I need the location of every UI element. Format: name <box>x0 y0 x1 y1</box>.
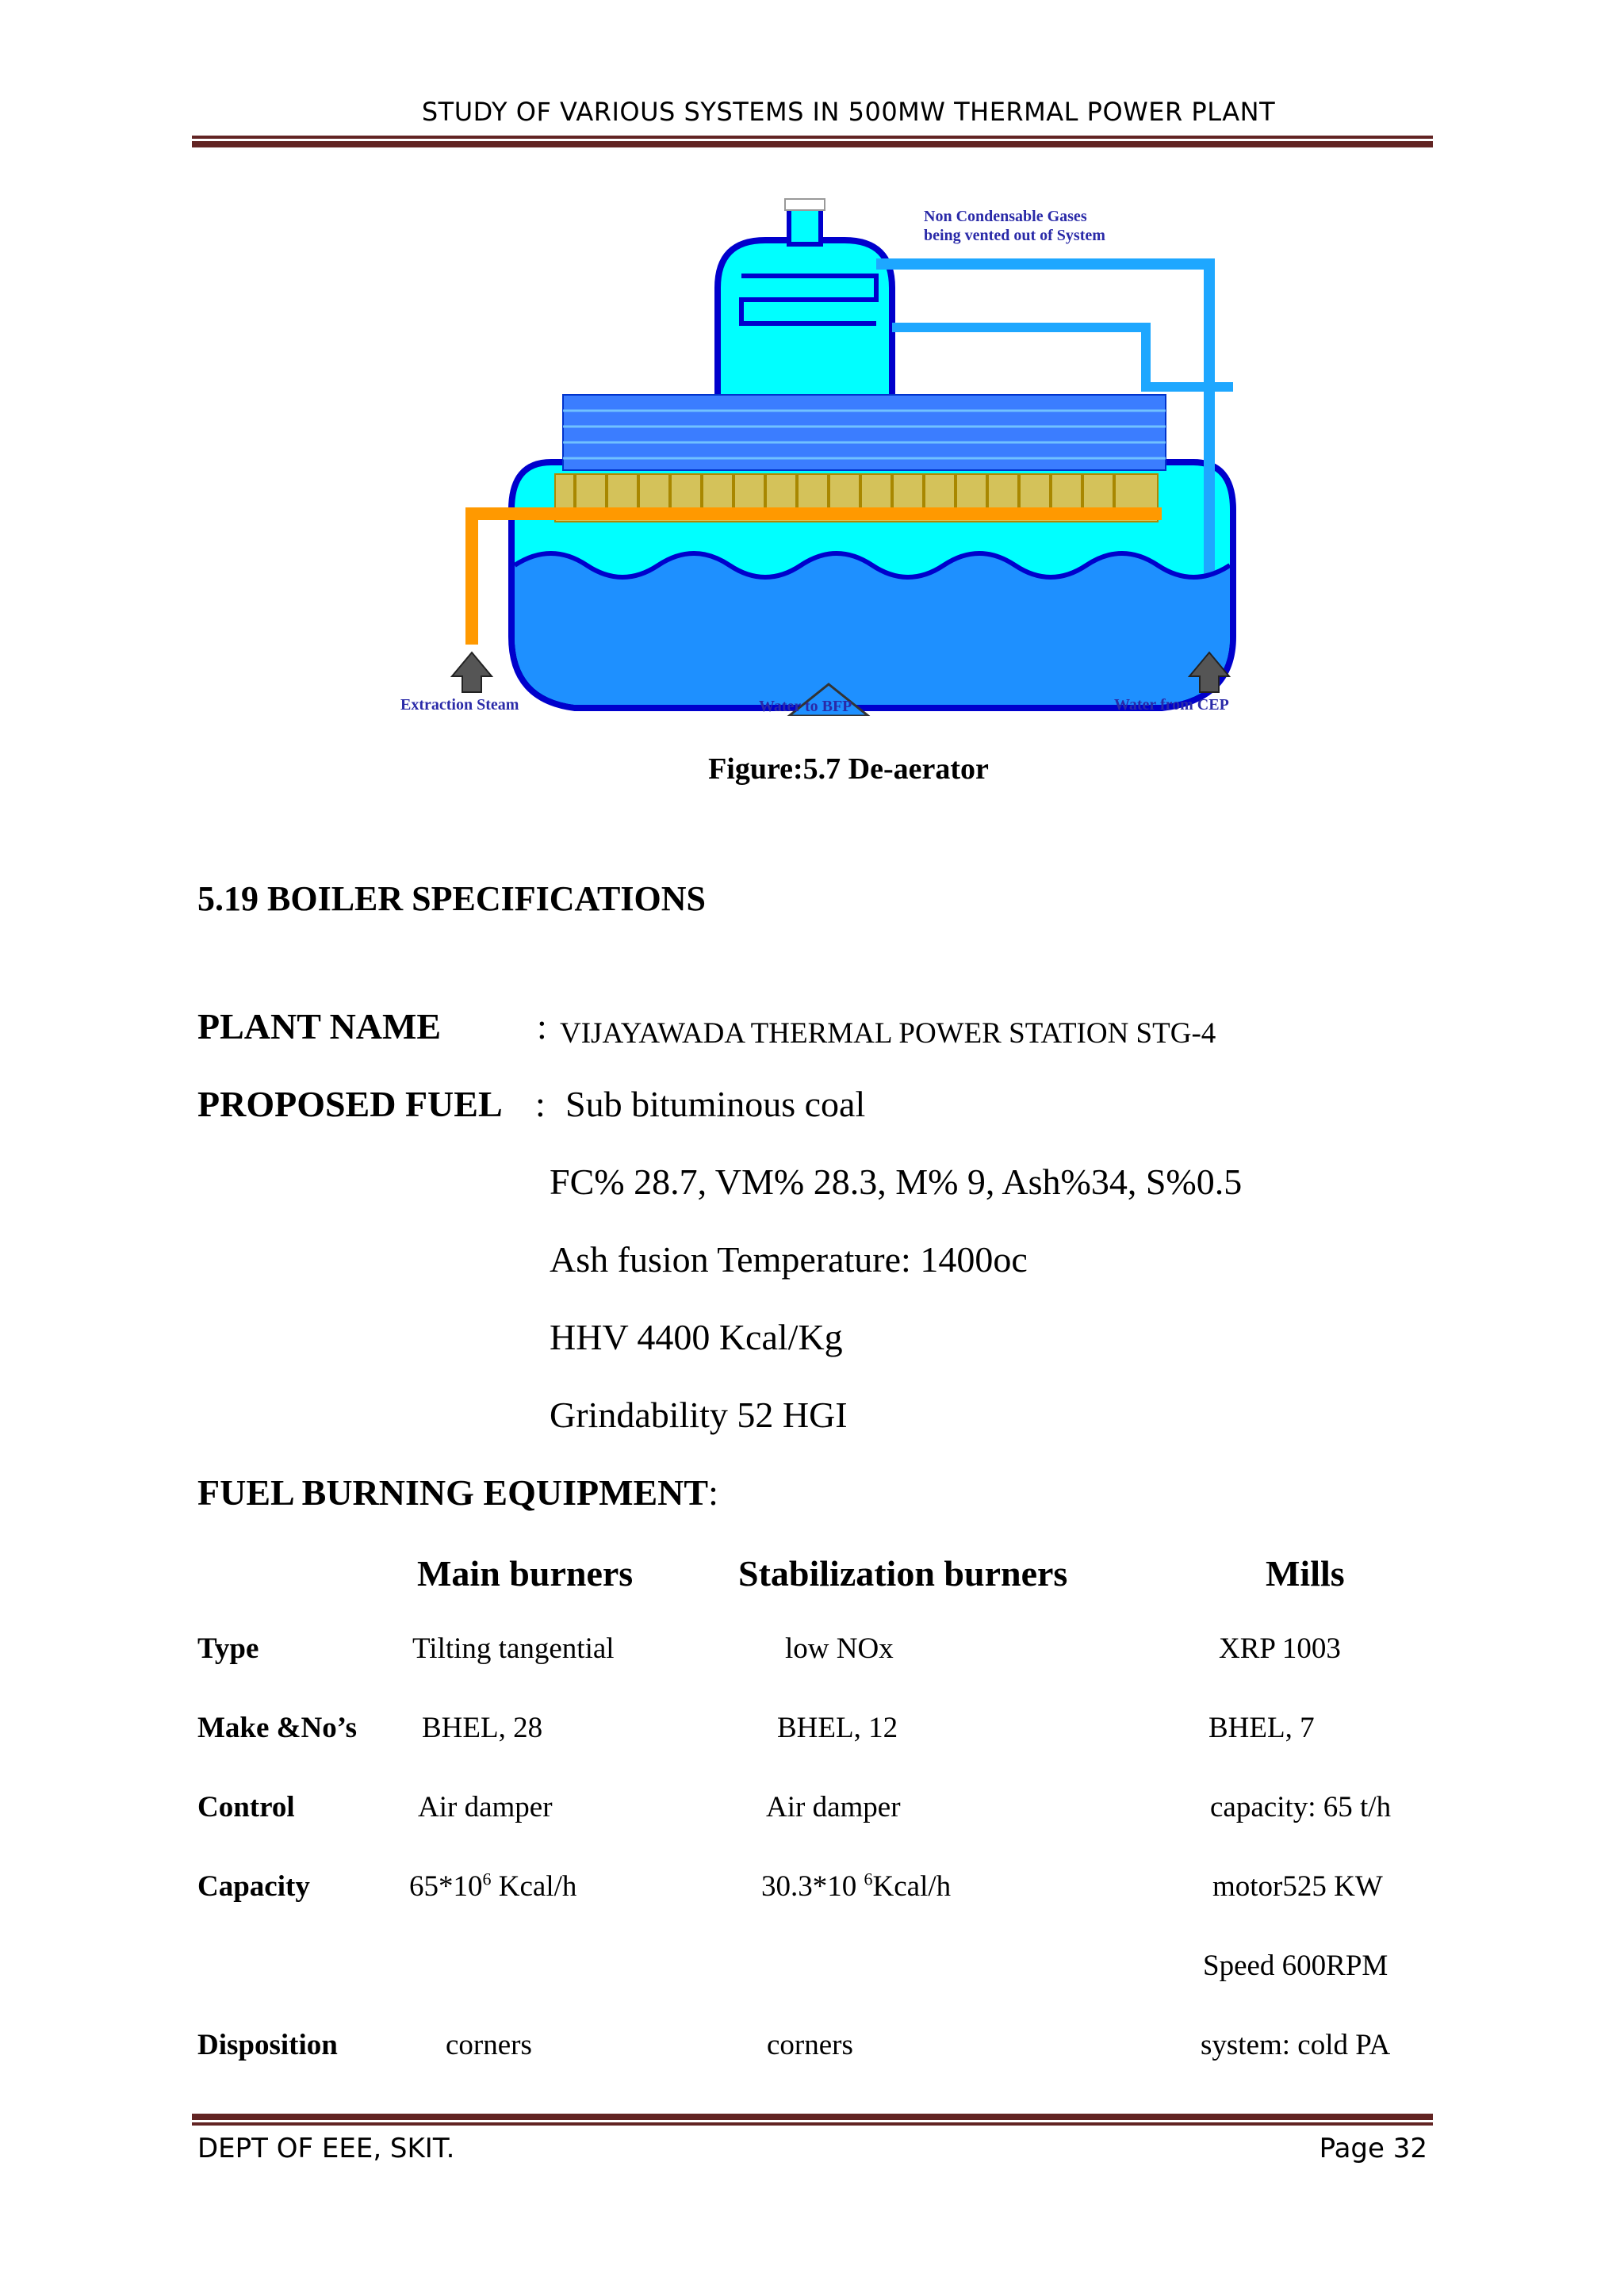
footer-page-number: Page 32 <box>1319 2133 1427 2164</box>
row-label-make: Make &No’s <box>197 1712 358 1744</box>
vent-label-line1: Non Condensable Gases <box>924 208 1087 225</box>
cell-speed-mills: Speed 600RPM <box>1203 1950 1388 1982</box>
footer-rule <box>192 2114 1433 2126</box>
page-header-title: STUDY OF VARIOUS SYSTEMS IN 500MW THERMAL POWER PLANT <box>421 97 1276 127</box>
row-label-type: Type <box>197 1632 259 1665</box>
cell-make-stab: BHEL, 12 <box>777 1712 898 1744</box>
equipment-heading: FUEL BURNING EQUIPMENT: <box>197 1472 718 1513</box>
fuel-detail-grindability: Grindability 52 HGI <box>550 1395 848 1435</box>
plant-name-label: PLANT NAME <box>197 1006 442 1047</box>
row-label-capacity: Capacity <box>197 1870 310 1903</box>
fuel-detail-hhv: HHV 4400 Kcal/Kg <box>550 1317 843 1357</box>
vent-nozzle <box>789 209 821 244</box>
cell-disposition-main: corners <box>446 2029 532 2061</box>
cell-control-mills: capacity: 65 t/h <box>1210 1791 1392 1823</box>
water-from-cep-label: Water from CEP <box>1114 696 1229 714</box>
cell-type-main: Tilting tangential <box>412 1632 615 1665</box>
cell-capacity-stab: 30.3*10 $^6$Kcal/h <box>761 1869 952 1903</box>
fuel-detail-ash-fusion: Ash fusion Temperature: 1400oc <box>550 1239 1028 1280</box>
plant-name-value: VIJAYAWADA THERMAL POWER STATION STG-4 <box>560 1017 1216 1050</box>
row-label-control: Control <box>197 1791 295 1823</box>
footer-department: DEPT OF EEE, SKIT. <box>197 2133 455 2164</box>
cell-make-main: BHEL, 28 <box>422 1712 543 1744</box>
section-heading: 5.19 BOILER SPECIFICATIONS <box>197 879 706 918</box>
proposed-fuel-label: PROPOSED FUEL <box>197 1084 503 1124</box>
header-rule <box>192 136 1433 147</box>
deaerator-diagram <box>369 193 1281 716</box>
extraction-arrow-icon <box>452 652 492 692</box>
row-label-disposition: Disposition <box>197 2029 338 2061</box>
col-head-stabilization-burners: Stabilization burners <box>738 1553 1068 1594</box>
vent-label-line2: being vented out of System <box>924 227 1105 244</box>
proposed-fuel-value: Sub bituminous coal <box>565 1084 866 1124</box>
cell-type-mills: XRP 1003 <box>1219 1632 1341 1665</box>
extraction-steam-label: Extraction Steam <box>400 696 519 714</box>
cell-disposition-mills: system: cold PA <box>1201 2029 1391 2061</box>
col-head-mills: Mills <box>1266 1553 1345 1594</box>
water-to-bfp-label: Water to BFP <box>759 698 852 715</box>
cell-control-stab: Air damper <box>766 1791 901 1823</box>
proposed-fuel-colon: : <box>535 1084 546 1124</box>
fuel-detail-composition: FC% 28.7, VM% 28.3, M% 9, Ash%34, S%0.5 <box>550 1161 1243 1202</box>
cell-make-mills: BHEL, 7 <box>1208 1712 1315 1744</box>
figure-caption: Figure:5.7 De-aerator <box>708 752 989 786</box>
cell-control-main: Air damper <box>418 1791 553 1823</box>
plant-name-colon: : <box>537 1006 547 1047</box>
cell-capacity-main: $65*10^6$ Kcal/h <box>409 1869 577 1903</box>
cell-capacity-mills: motor525 KW <box>1212 1870 1383 1903</box>
cell-disposition-stab: corners <box>767 2029 853 2061</box>
col-head-main-burners: Main burners <box>417 1553 634 1594</box>
cell-type-stab: low NOx <box>785 1632 894 1665</box>
